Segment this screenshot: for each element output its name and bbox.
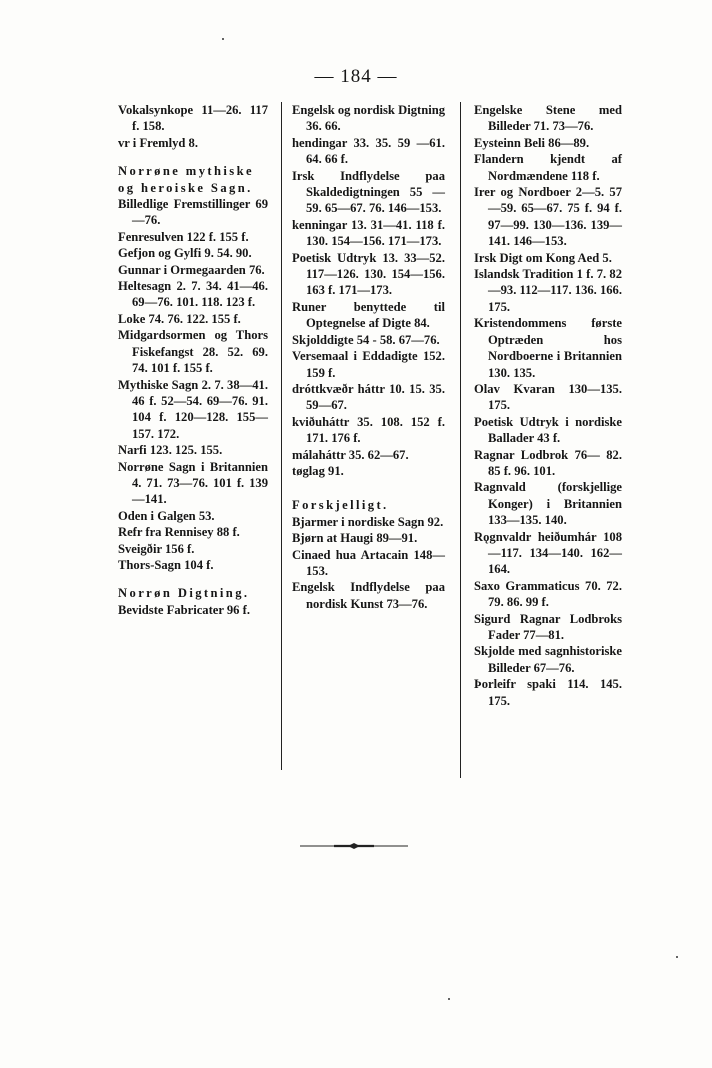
index-entry: dróttkvæðr háttr 10. 15. 35. 59—67. [292, 381, 445, 413]
index-entry: tøglag 91. [292, 463, 344, 478]
index-entry: Sigurd Ragnar Lodbroks Fader 77—81. [474, 611, 622, 642]
index-entry: Fenresulven 122 f. 155 f. [118, 229, 249, 244]
index-entry: Bevidste Fabricater 96 f. [118, 602, 250, 617]
paper-speck [222, 38, 224, 40]
index-entry: Olav Kvaran 130—135. 175. [474, 381, 622, 413]
index-entry: Refr fra Rennisey 88 f. [118, 525, 240, 540]
index-entry: Skjolddigte 54 - 58. 67—76. [292, 332, 440, 347]
index-entry: Oden i Galgen 53. [118, 508, 215, 523]
index-entry: Norrøne Sagn i Britannien 4. 71. 73—76. 101 f. 139—141. [118, 459, 268, 507]
index-entry: Gunnar i Ormegaarden 76. [118, 262, 265, 277]
index-entry: Thors-Sagn 104 f. [118, 557, 214, 572]
index-entry: Vokalsynkope 11—26. 117 f. 158. [118, 103, 268, 134]
index-entry: Irsk Digt om Kong Aed 5. [474, 250, 612, 265]
index-entry: Runer benyttede til Optegnelse af Digte 84. [292, 299, 445, 331]
index-entry: vr i Fremlyd 8. [118, 135, 198, 150]
index-entry: Bjørn at Haugi 89—91. [292, 531, 418, 546]
index-entry: Skjolde med sagnhistoriske Billeder 67—76. [474, 644, 622, 675]
section-gap [292, 479, 445, 497]
index-entry: Billedlige Fremstillinger 69—76. [118, 197, 268, 228]
index-entry: Engelsk og nordisk Digtning 36. 66. [292, 103, 445, 134]
column-rule [281, 102, 282, 770]
section-gap [118, 573, 268, 585]
end-ornament [300, 840, 408, 852]
index-entry: Eysteinn Beli 86—89. [474, 135, 590, 150]
index-column-1 [118, 102, 268, 618]
index-entry: Gefjon og Gylfi 9. 54. 90. [118, 246, 252, 261]
index-entry: Þorleifr spaki 114. 145. 175. [474, 677, 622, 708]
index-entry: málaháttr 35. 62—67. [292, 447, 409, 462]
index-entry: Rǫgnvaldr heiðumhár 108—117. 134—140. 162—164. [474, 529, 622, 577]
index-entry: Midgardsormen og Thors Fiskefangst 28. 52. 69. 74. 101 f. 155 f. [118, 328, 268, 376]
index-entry: kviðuháttr 35. 108. 152 f. 171. 176 f. [292, 414, 445, 446]
paper-speck [448, 998, 450, 1000]
index-entry: Sveigðir 156 f. [118, 541, 195, 556]
index-entry: Ragnar Lodbrok 76— 82. 85 f. 96. 101. [474, 447, 622, 478]
index-entry: Narfi 123. 125. 155. [118, 443, 223, 458]
index-entry: Ragnvald (forskjellige Konger) i Britannien 133—135. 140. [474, 480, 622, 528]
section-heading: Norrøn Digtning. [118, 586, 250, 601]
index-entry: Kristendommens første Optræden hos Nordboerne i Britannien 130. 135. [474, 316, 622, 380]
page-number: — 184 — [314, 66, 398, 87]
column-rule [460, 102, 461, 778]
index-entry: Poetisk Udtryk 13. 33—52. 117—126. 130. 154—156. 163 f. 171—173. [292, 250, 445, 298]
section-gap [118, 151, 268, 163]
index-entry: Versemaal i Eddadigte 152. 159 f. [292, 349, 445, 380]
index-entry: Engelsk Indflydelse paa nordisk Kunst 73—76. [292, 580, 445, 611]
index-entry: Loke 74. 76. 122. 155 f. [118, 311, 241, 326]
index-entry: kenningar 13. 31—41. 118 f. 130. 154—156. 171—173. [292, 217, 445, 249]
index-entry: Flandern kjendt af Nordmændene 118 f. [474, 152, 622, 183]
index-entry: Irer og Nordboer 2—5. 57—59. 65—67. 75 f. 94 f. 97—99. 130—136. 139—141. 146—153. [474, 185, 622, 249]
index-entry: Heltesagn 2. 7. 34. 41—46. 69—76. 101. 118. 123 f. [118, 279, 268, 310]
index-entry: Irsk Indflydelse paa Skaldedigtningen 55 —59. 65—67. 76. 146—153. [292, 168, 445, 216]
index-entry: hendingar 33. 35. 59 —61. 64. 66 f. [292, 135, 445, 167]
section-heading: Forskjelligt. [292, 498, 389, 513]
index-entry: Islandsk Tradition 1 f. 7. 82—93. 112—117. 136. 166. 175. [474, 267, 622, 314]
index-entry: Engelske Stene med Billeder 71. 73—76. [474, 103, 622, 134]
index-entry: Saxo Grammaticus 70. 72. 79. 86. 99 f. [474, 578, 622, 610]
index-entry: Cinaed hua Artacain 148—153. [292, 547, 445, 578]
index-entry: Bjarmer i nordiske Sagn 92. [292, 514, 444, 529]
index-entry: Mythiske Sagn 2. 7. 38—41. 46 f. 52—54. 69—76. 91. 104 f. 120—128. 155—157. 172. [118, 377, 268, 441]
section-heading: Norrøne mythiske og heroiske Sagn. [118, 164, 254, 195]
index-column-3 [474, 102, 622, 709]
index-entry: Poetisk Udtryk i nordiske Ballader 43 f. [474, 414, 622, 446]
index-column-2 [292, 102, 445, 612]
paper-speck [676, 956, 678, 958]
